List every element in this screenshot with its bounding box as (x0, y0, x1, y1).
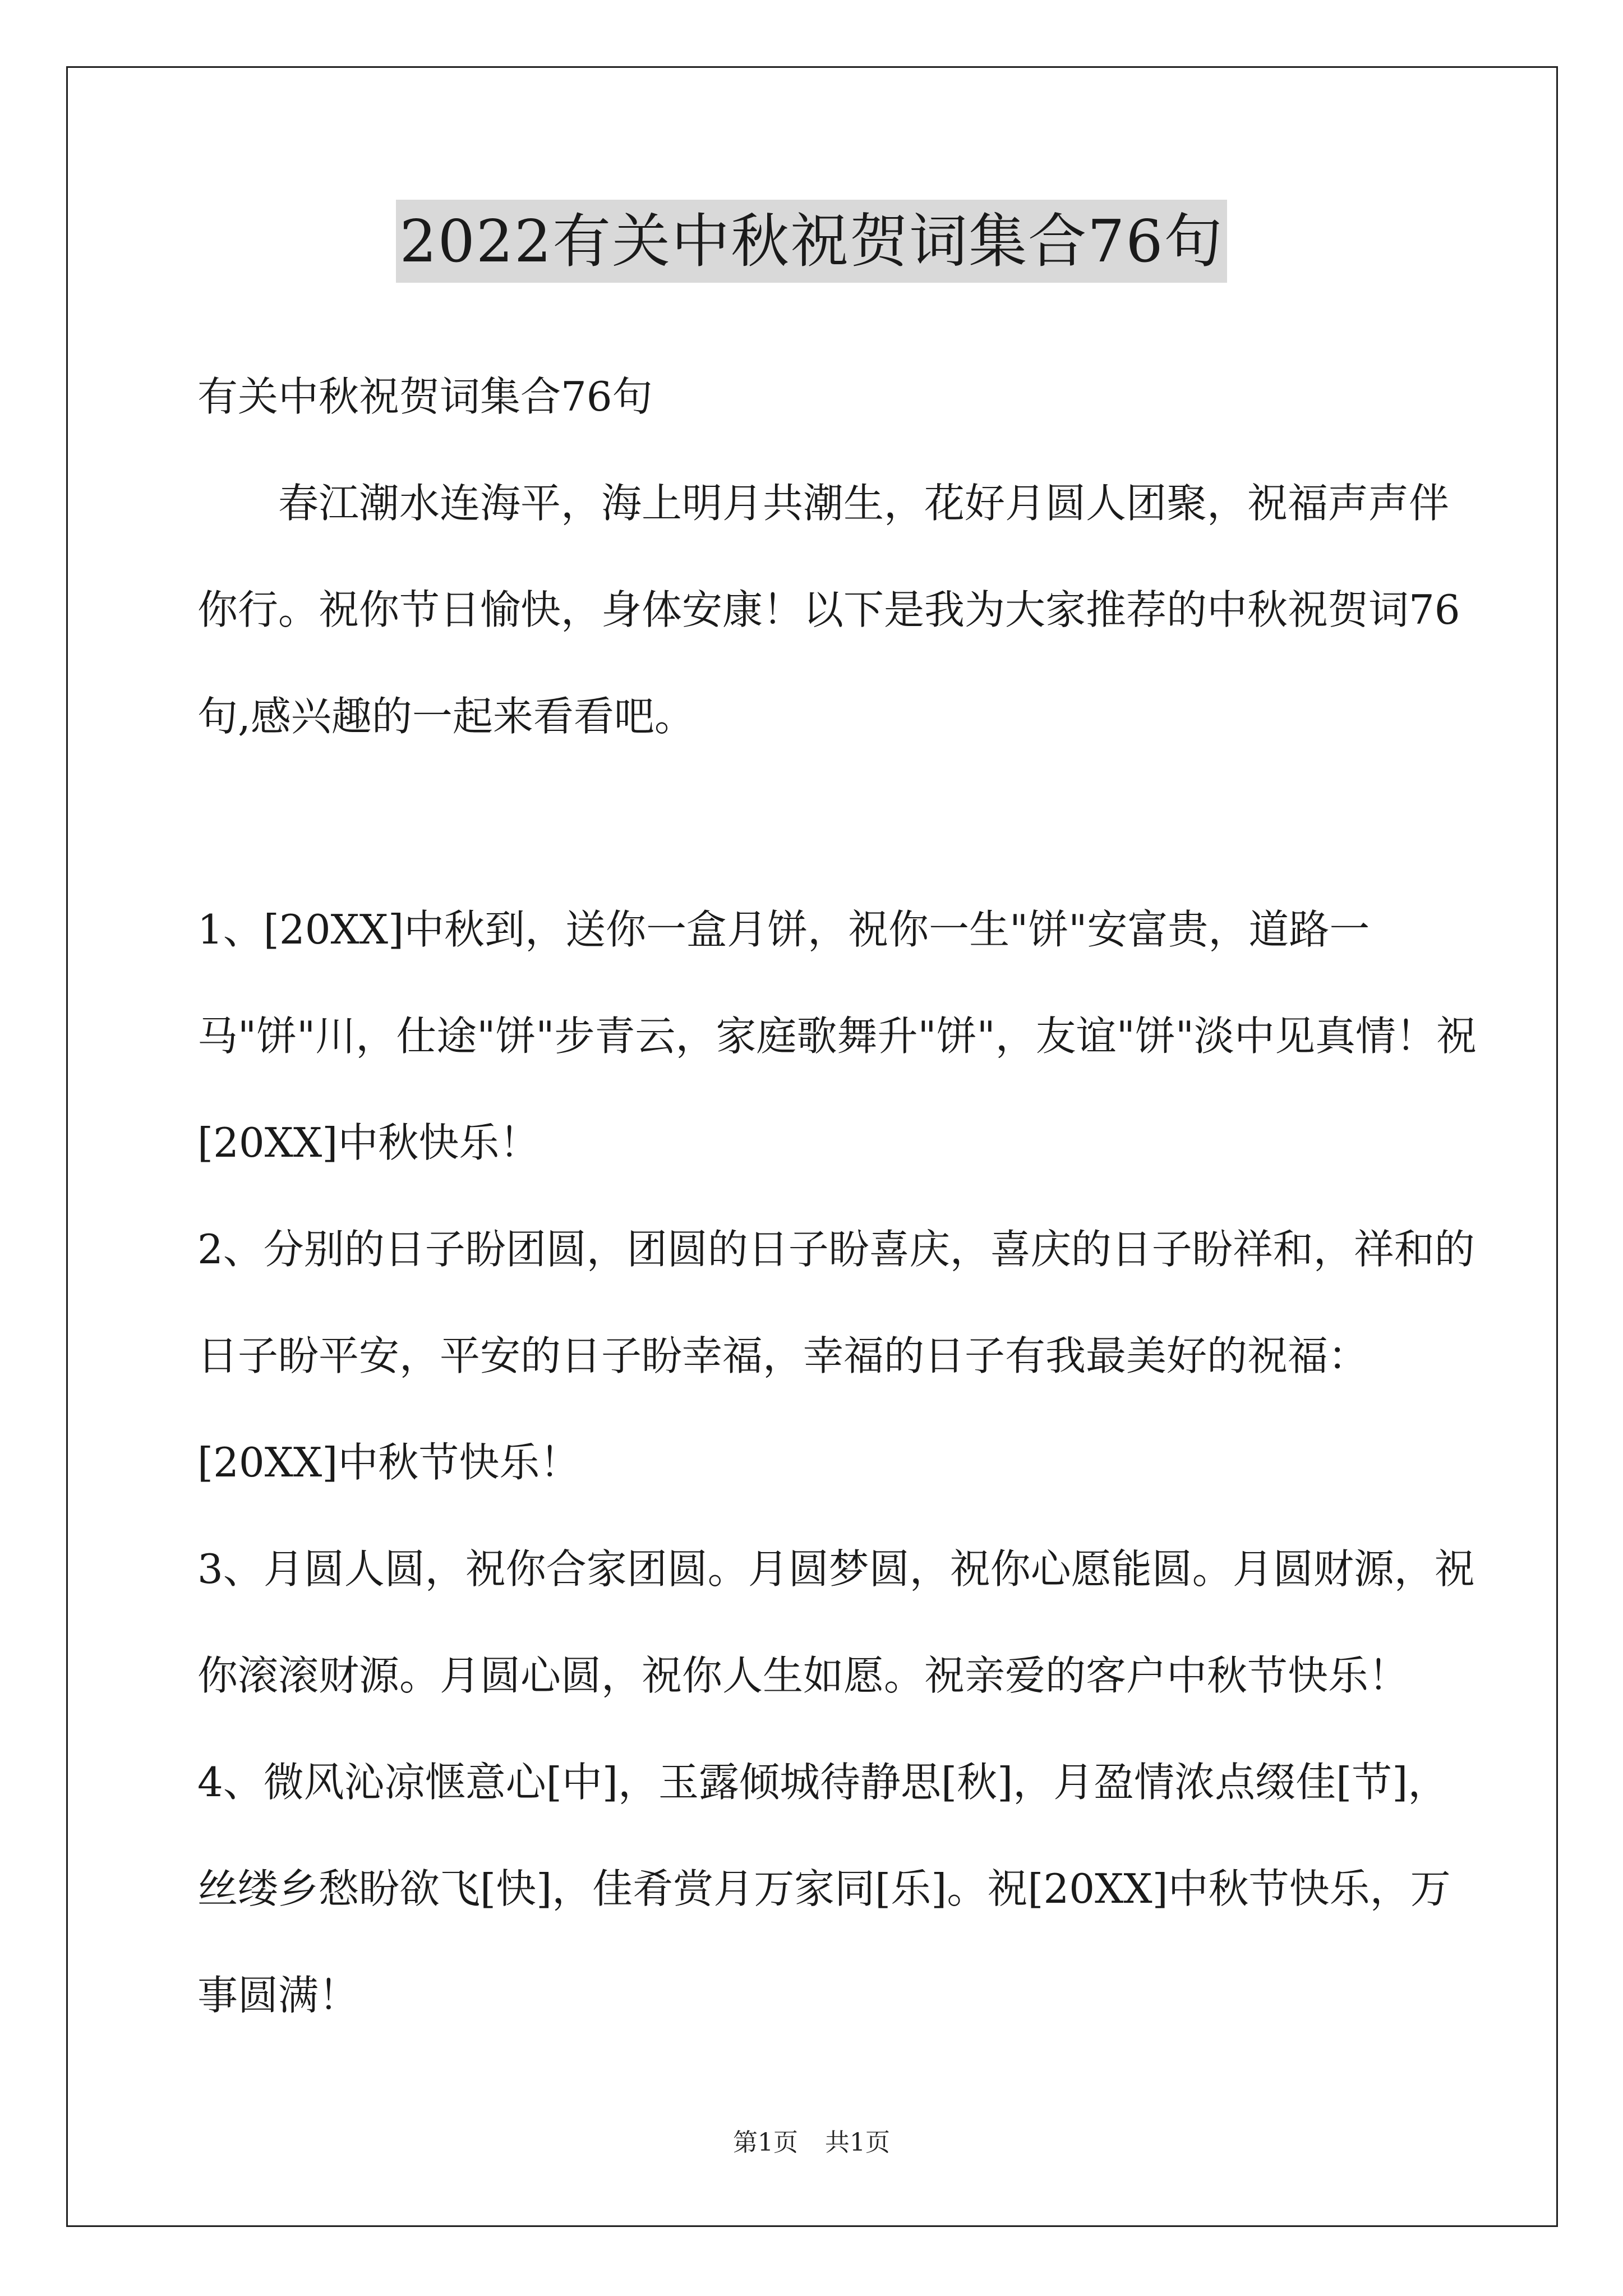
document-title: 2022有关中秋祝贺词集合76句 (396, 200, 1227, 283)
intro-paragraph: 春江潮水连海平，海上明月共潮生，花好月圆人团聚，祝福声声伴你行。祝你节日愉快，身体安康！以下是我为大家推荐的中秋祝贺词76句,感兴趣的一起来看看吧。 (197, 480, 1460, 740)
paragraph-gap (197, 770, 1487, 876)
document-body (197, 343, 1487, 2049)
title-container (0, 200, 1623, 283)
page-footer (0, 2126, 1623, 2160)
greeting-item-1: 1、[20XX]中秋到，送你一盒月饼，祝你一生"饼"安富贵，道路一马"饼"川，仕途"饼"步青云，家庭歌舞升"饼"，友谊"饼"淡中见真情！祝[20XX]中秋快乐！ (197, 906, 1477, 1166)
greeting-item-3: 3、月圆人圆，祝你合家团圆。月圆梦圆，祝你心愿能圆。月圆财源，祝你滚滚财源。月圆心圆，祝你人生如愿。祝亲爱的客户中秋节快乐！ (197, 1545, 1475, 1699)
document-subtitle: 有关中秋祝贺词集合76句 (197, 373, 653, 420)
greeting-item-4: 4、微风沁凉惬意心[中]，玉露倾城待静思[秋]，月盈情浓点缀佳[节]，丝缕乡愁盼欲飞[快]，佳肴赏月万家同[乐]。祝[20XX]中秋节快乐，万事圆满！ (197, 1759, 1451, 2019)
greeting-item-2: 2、分别的日子盼团圆，团圆的日子盼喜庆，喜庆的日子盼祥和，祥和的日子盼平安，平安的日子盼幸福，幸福的日子有我最美好的祝福：[20XX]中秋节快乐！ (197, 1226, 1475, 1486)
page-number-total: 共1页 (825, 2128, 890, 2157)
page-number-current: 第1页 (733, 2128, 798, 2157)
